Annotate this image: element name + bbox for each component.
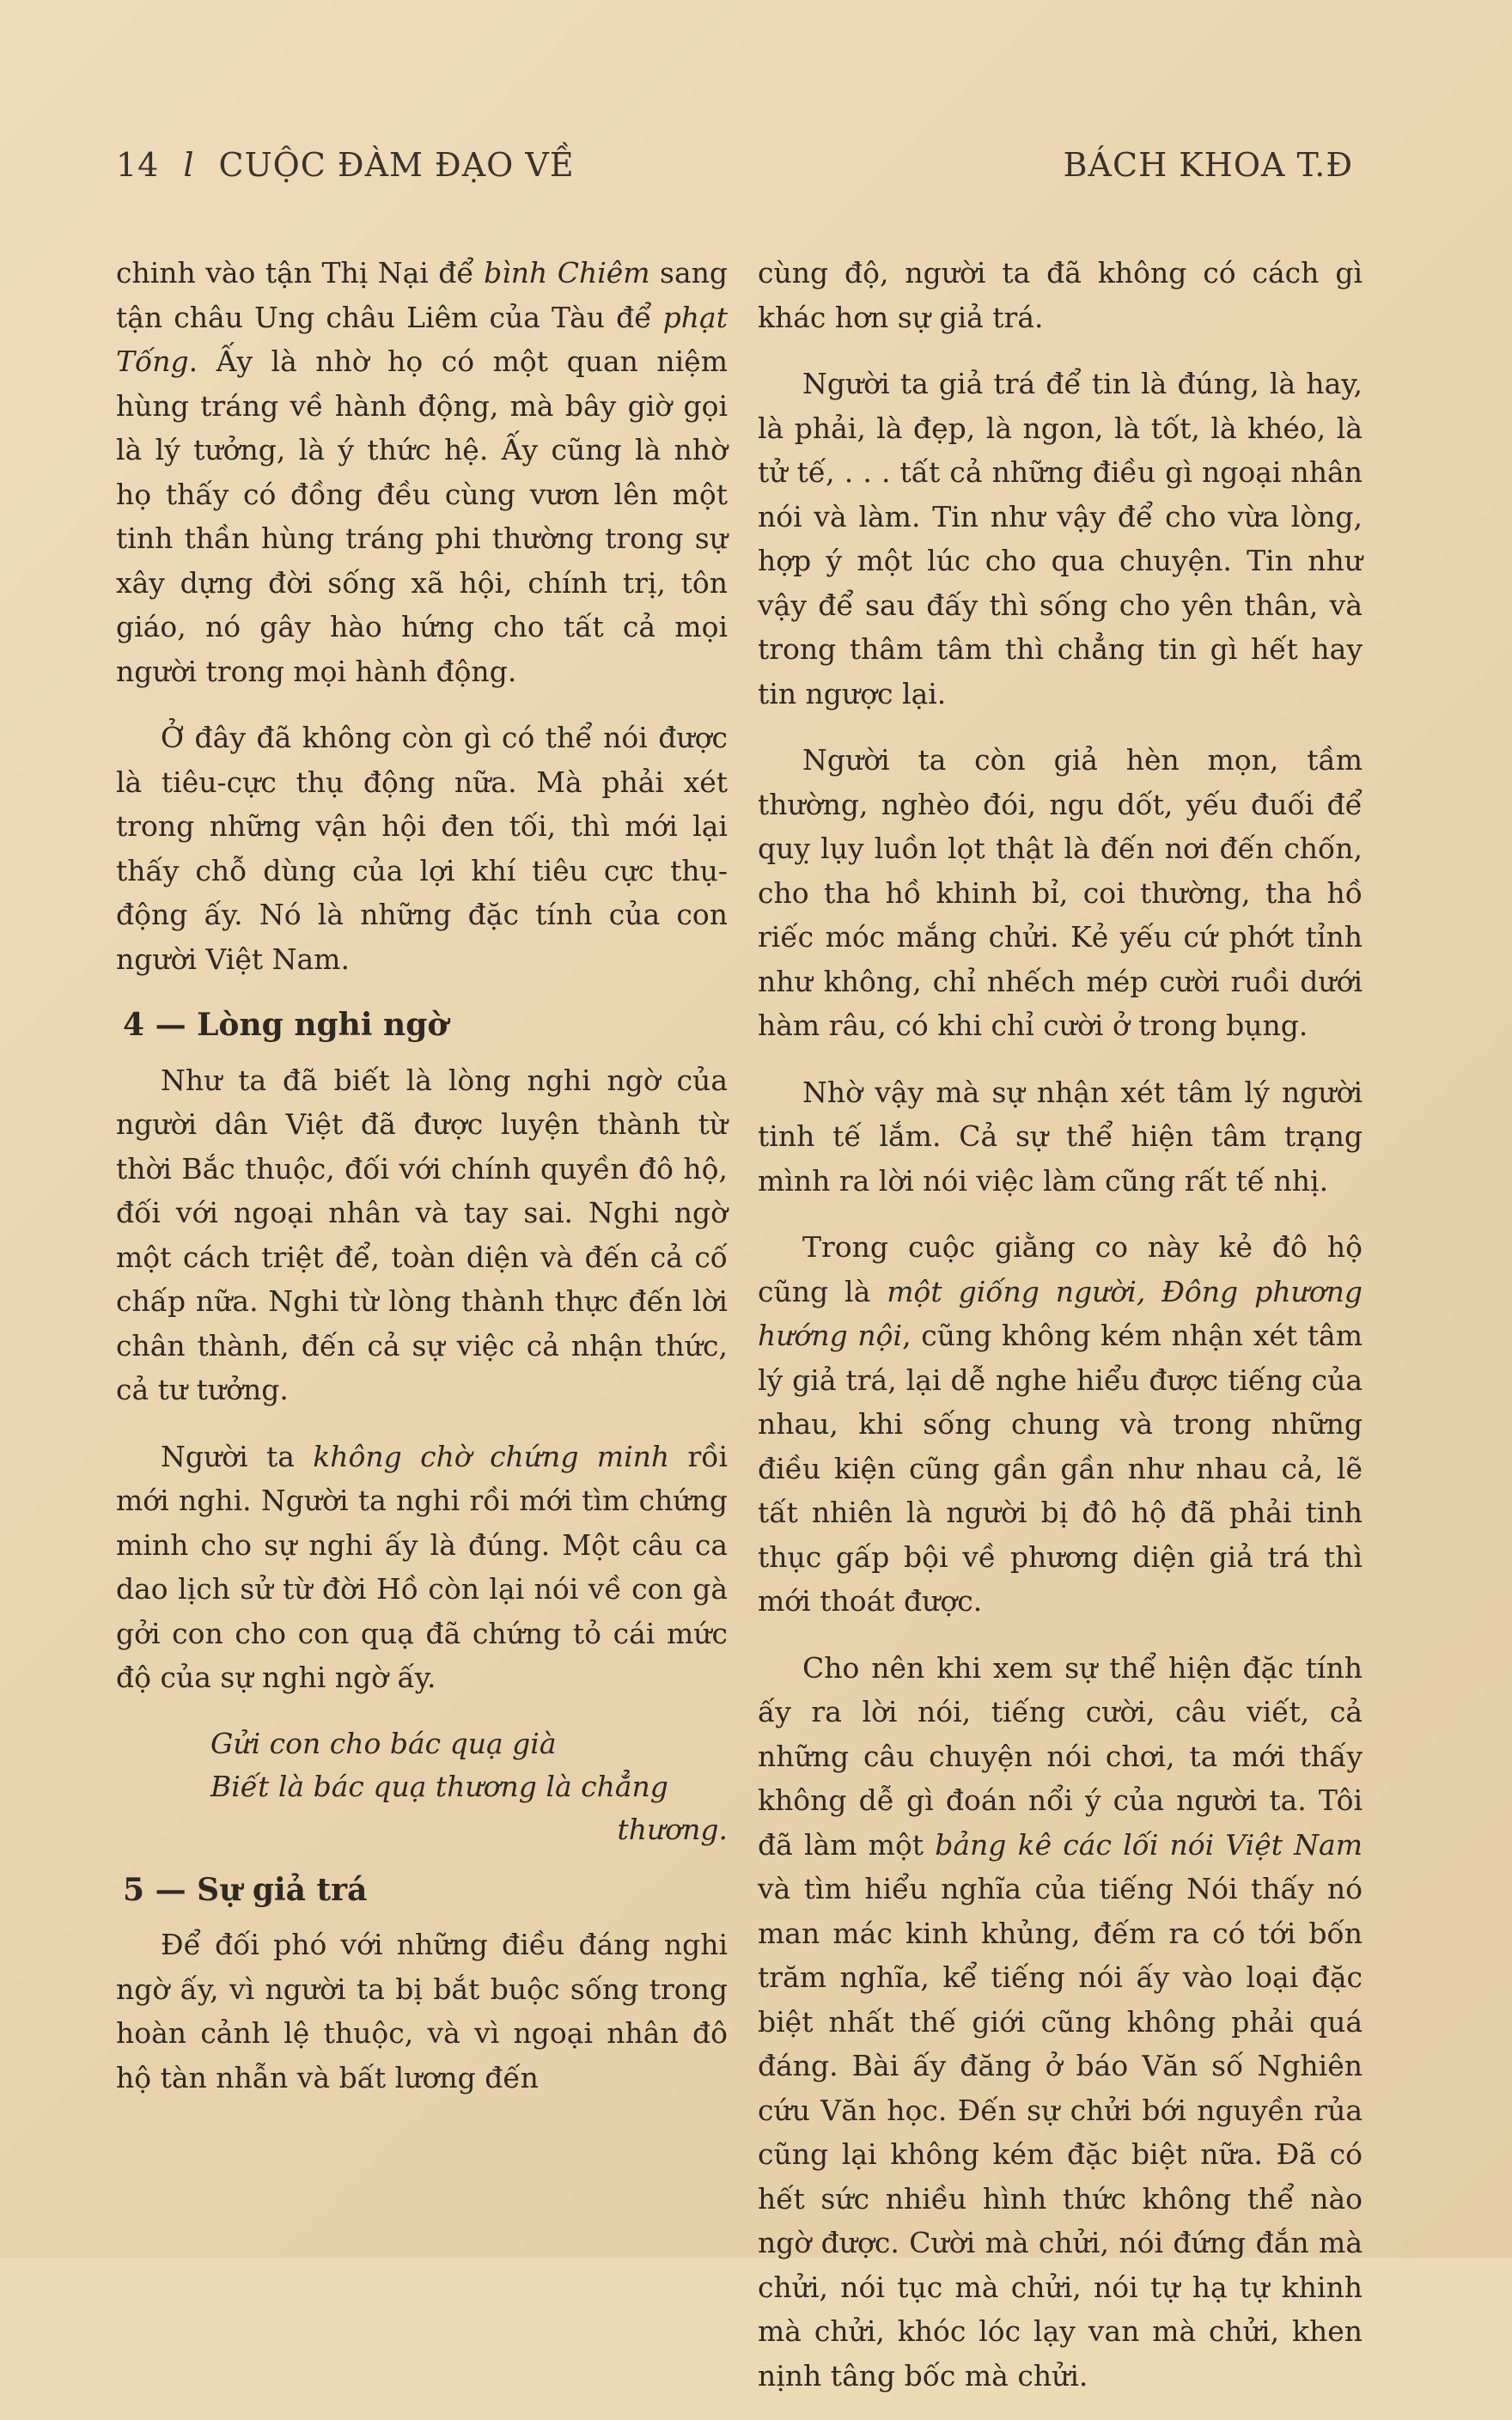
verse-line: thương.	[617, 1812, 728, 1846]
italic-text: phạt Tống	[116, 300, 728, 378]
text-run: Trong cuộc giằng co này kẻ đô hộ cũng là	[758, 1230, 1363, 1308]
article-title: CUỘC ĐÀM ĐẠO VỀ	[218, 146, 575, 184]
paragraph: Để đối phó với những điều đáng nghi ngờ ấy, vì người ta bị bắt buộc sống trong hoàn cảnh lệ thuộc, và vì ngoại nhân đô hộ tàn nhẫn và bất lương đến	[116, 1928, 728, 2094]
section-heading: 4 — Lòng nghi ngờ	[123, 1007, 448, 1043]
text-run: . Ấy là nhờ họ có một quan niệm hùng tráng về hành động, mà bây giờ gọi là lý tưởng, là ý thức hệ. Ấy cũng là nhờ họ thấy có đồng đều cùng vươn lên một tinh thần hùng tráng phi thường trong sự xây dựng đời sống xã hội, chính trị, tôn giáo, nó gây hào hứng cho tất cả mọi người trong mọi hành động.	[116, 344, 728, 688]
paragraph	[116, 1435, 728, 1700]
paragraph: Ở đây đã không còn gì có thể nói được là tiêu-cực thụ động nữa. Mà phải xét trong những vận hội đen tối, thì mới lại thấy chỗ dùng của lợi khí tiêu cực thụ-động ấy. Nó là những đặc tính của con người Việt Nam.	[116, 721, 728, 976]
text-run: sang tận châu Ung châu Liêm của Tàu để	[116, 256, 728, 334]
paragraph: Người ta còn giả hèn mọn, tầm thường, nghèo đói, ngu dốt, yếu đuối để quỵ lụy luồn lọt thật là đến nơi đến chốn, cho tha hồ khinh bỉ, coi thường, tha hồ riếc móc mắng chửi. Kẻ yếu cứ phớt tỉnh như không, chỉ nhếch mép cười ruồi dưới hàm râu, có khi chỉ cười ở trong bụng.	[758, 743, 1363, 1042]
section-heading: 5 — Sự giả trá	[123, 1871, 368, 1908]
right-column	[758, 251, 1363, 2420]
paragraph: Nhờ vậy mà sự nhận xét tâm lý người tinh tế lắm. Cả sự thể hiện tâm trạng mình ra lời nói việc làm cũng rất tế nhị.	[758, 1075, 1363, 1198]
running-header	[116, 146, 1353, 198]
header-separator: l	[183, 146, 195, 184]
magazine-title: BÁCH KHOA T.Đ	[1063, 146, 1353, 184]
left-column	[116, 251, 728, 2122]
italic-text: không chờ chứng minh	[313, 1439, 670, 1473]
text-run: Cho nên khi xem sự thể hiện đặc tính ấy ra lời nói, tiếng cười, câu viết, cả những câu chuyện nói chơi, ta mới thấy không dễ gì đoán nổi ý của người ta. Tôi đã làm một	[758, 1650, 1363, 1862]
text-run: rồi mới nghi. Người ta nghi rồi mới tìm chứng minh cho sự nghi ấy là đúng. Một câu ca dao lịch sử từ đời Hồ còn lại nói về con gà gởi con cho con quạ đã chứng tỏ cái mức độ của sự nghi ngờ ấy.	[116, 1439, 728, 1694]
header-left	[116, 146, 575, 184]
paragraph	[758, 1646, 1363, 2399]
text-run: Người ta	[161, 1439, 314, 1473]
text-run: , cũng không kém nhận xét tâm lý giả trá, lại dễ nghe hiểu được tiếng của nhau, khi sống chung và trong những điều kiện cũng gần gần như nhau cả, lẽ tất nhiên là người bị đô hộ đã phải tinh thục gấp bội về phương diện giả trá thì mới thoát được.	[758, 1319, 1363, 1618]
italic-text: bình Chiêm	[484, 256, 650, 290]
paragraph	[758, 1225, 1363, 1624]
text-run: và tìm hiểu nghĩa của tiếng Nói thấy nó man mác kinh khủng, đếm ra có tới bốn trăm nghĩa, kể tiếng nói ấy vào loại đặc biệt nhất thế giới cũng không phải quá đáng. Bài ấy đăng ở báo Văn số Nghiên cứu Văn học. Đến sự chửi bới nguyền rủa cũng lại không kém đặc biệt nữa. Đã có hết sức nhiều hình thức không thể nào ngờ được. Cười mà chửi, nói đứng đắn mà chửi, nói tục mà chửi, nói tự hạ tự khinh mà chửi, khóc lóc lạy van mà chửi, khen nịnh tâng bốc mà chửi.	[758, 1872, 1363, 2393]
italic-text: bảng kê các lối nói Việt Nam	[935, 1827, 1363, 1862]
paragraph	[116, 251, 728, 693]
paragraph: Người ta giả trá để tin là đúng, là hay, là phải, là đẹp, là ngon, là tốt, là khéo, là tử tế, . . . tất cả những điều gì ngoại nhân nói và làm. Tin như vậy để cho vừa lòng, hợp ý một lúc cho qua chuyện. Tin như vậy để sau đấy thì sống cho yên thân, và trong thâm tâm thì chẳng tin gì hết hay tin ngược lại.	[758, 367, 1363, 710]
verse-line: Gửi con cho bác quạ già	[210, 1726, 557, 1760]
italic-text: một giống người, Đông phương hướng nội	[758, 1274, 1363, 1352]
paragraph: cùng độ, người ta đã không có cách gì khác hơn sự giả trá.	[758, 256, 1363, 334]
folk-verse	[210, 1722, 728, 1851]
text-run: chinh vào tận Thị Nại để	[116, 256, 485, 290]
page-number: 14	[116, 146, 160, 184]
verse-line: Biết là bác quạ thương là chẳng	[210, 1769, 668, 1803]
paragraph: Như ta đã biết là lòng nghi ngờ của người dân Việt đã được luyện thành từ thời Bắc thuộc, đối với chính quyền đô hộ, đối với ngoại nhân và tay sai. Nghi ngờ một cách triệt để, toàn diện và đến cả cố chấp nữa. Nghi từ lòng thành thực đến lời chân thành, đến cả sự việc cả nhận thức, cả tư tưởng.	[116, 1063, 728, 1406]
